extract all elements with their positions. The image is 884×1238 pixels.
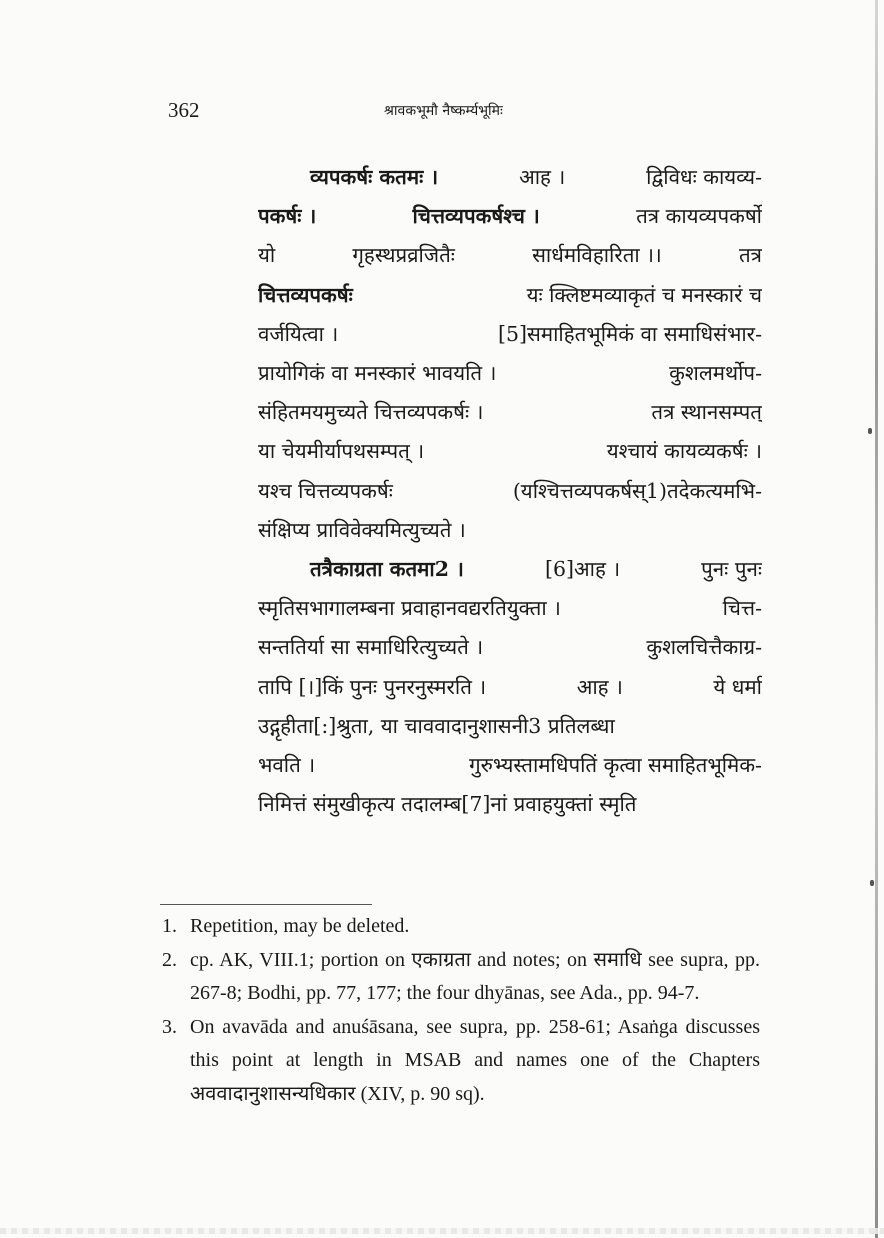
line-segment: सार्धमविहारिता ।। xyxy=(532,243,662,268)
scan-speck xyxy=(868,428,872,434)
body-line xyxy=(258,158,762,197)
body-line xyxy=(258,746,762,785)
footnote-rule xyxy=(160,904,372,905)
line-segment: (यश्चित्तव्यपकर्षस्1)तदेकत्यमभि- xyxy=(512,478,762,503)
line-segment: सन्ततिर्या सा समाधिरित्युच्यते । xyxy=(258,635,484,660)
footnote-number: 2. xyxy=(162,948,177,971)
footnote-number: 1. xyxy=(162,915,177,937)
line-segment: यो xyxy=(258,243,276,268)
body-line xyxy=(258,315,762,354)
line-segment: निमित्तं संमुखीकृत्य तदालम्ब[7]नां प्रवाहयुक्तां स्मृति xyxy=(258,792,637,817)
body-line xyxy=(258,550,762,589)
running-head: श्रावकभूमौ नैष्कर्म्यभूमिः xyxy=(384,103,503,119)
footnotes xyxy=(162,910,760,1111)
body-line xyxy=(258,432,762,471)
line-segment: [6]आह । xyxy=(544,557,621,582)
footnote-text: cp. AK, VIII.1; portion on एकाग्रता and notes; on समाधि see supra, pp. 267-8; Bodhi, pp. 77, 177; the four dhyānas, see Ada., pp. 94-7. xyxy=(190,948,760,1004)
footnote-number: 3. xyxy=(162,1015,177,1038)
line-segment: संहितमयमुच्यते चित्तव्यपकर्षः । xyxy=(258,400,484,425)
line-segment: चित्तव्यपकर्षश्च । xyxy=(412,204,540,229)
body-line xyxy=(258,511,762,550)
footnote xyxy=(162,944,760,1011)
line-segment: गृहस्थप्रव्रजितैः xyxy=(352,243,455,268)
line-segment: या चेयमीर्यापथसम्पत् । xyxy=(258,439,425,464)
body-line xyxy=(258,707,762,746)
scan-speck xyxy=(870,880,874,886)
body-line xyxy=(258,628,762,667)
line-segment: कुशलमर्थोप- xyxy=(669,361,762,386)
line-segment: पकर्षः । xyxy=(258,204,317,229)
line-segment: वर्जयित्वा । xyxy=(258,321,339,346)
line-segment: चित्त- xyxy=(722,596,762,621)
line-segment: पुनः पुनः xyxy=(701,557,762,582)
line-segment: यः क्लिष्टमव्याकृतं च मनस्कारं च xyxy=(526,282,762,307)
line-segment: यश्च चित्तव्यपकर्षः xyxy=(258,478,393,503)
page-number: 362 xyxy=(168,98,200,122)
line-segment: कुशलचित्तैकाग्र- xyxy=(646,635,762,660)
line-segment: यश्चायं कायव्यकर्षः । xyxy=(606,439,762,464)
line-segment: स्मृतिसभागालम्बना प्रवाहानवद्यरतियुक्ता । xyxy=(258,596,561,621)
body-line xyxy=(258,354,762,393)
line-segment: प्रायोगिकं वा मनस्कारं भावयति । xyxy=(258,361,497,386)
line-segment: भवति । xyxy=(258,753,316,778)
page-edge xyxy=(875,0,878,1238)
footnote-text: On avavāda and anuśāsana, see supra, pp. 258-61; Asaṅga discusses this point at length in MSAB and names one of the Chapters अववादानुशासन्यधिकार (XIV, p. 90 sq). xyxy=(190,1015,760,1105)
line-segment: आह । xyxy=(519,165,566,189)
footnote xyxy=(162,1011,760,1112)
body-line xyxy=(258,472,762,511)
line-segment: आह । xyxy=(576,674,623,699)
line-segment: तापि [।]किं पुनः पुनरनुस्मरति । xyxy=(258,674,487,699)
body-line xyxy=(258,393,762,432)
footnote xyxy=(162,910,760,944)
body-line xyxy=(258,668,762,707)
scan-edge xyxy=(0,1228,884,1234)
body-line xyxy=(258,236,762,275)
body-line xyxy=(258,197,762,236)
line-segment: ये धर्मा xyxy=(713,674,762,699)
line-segment: उद्गृहीता[:]श्रुता, या चाववादानुशासनी3 प्रतिलब्धा xyxy=(258,713,615,738)
sanskrit-body xyxy=(258,158,762,824)
body-line xyxy=(258,276,762,315)
line-segment: व्यपकर्षः कतमः । xyxy=(310,165,439,189)
line-segment: द्विविधः कायव्य- xyxy=(646,165,762,189)
footnote-text: Repetition, may be deleted. xyxy=(190,915,410,937)
line-segment: तत्र स्थानसम्पत् xyxy=(651,400,762,425)
line-segment: तत्र कायव्यपकर्षो xyxy=(636,204,762,229)
line-segment: संक्षिप्य प्राविवेक्यमित्युच्यते । xyxy=(258,517,466,542)
line-segment: तत्रैकाग्रता कतमा2 । xyxy=(310,557,464,582)
body-line xyxy=(258,589,762,628)
line-segment: गुरुभ्यस्तामधिपतिं कृत्वा समाहितभूमिक- xyxy=(469,753,762,778)
line-segment: तत्र xyxy=(738,243,762,268)
line-segment: चित्तव्यपकर्षः xyxy=(258,282,353,307)
line-segment: [5]समाहितभूमिकं वा समाधिसंभार- xyxy=(497,321,762,346)
body-line xyxy=(258,785,762,824)
